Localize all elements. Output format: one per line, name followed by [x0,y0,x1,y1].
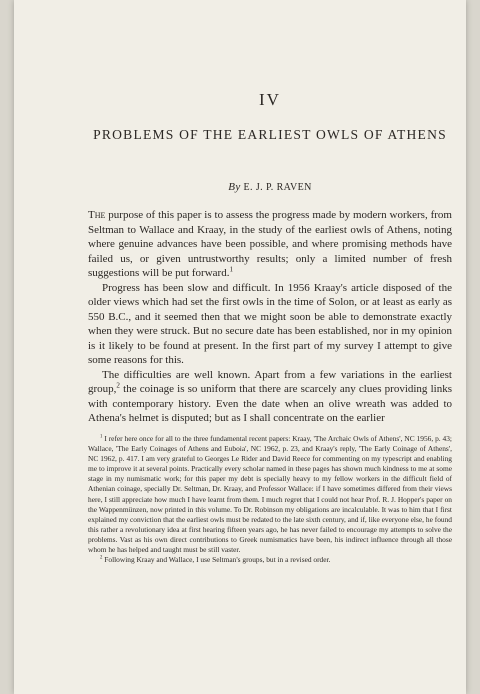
byline-author: E. J. P. RAVEN [243,182,312,193]
footnote-1 [88,434,452,555]
paragraph-text: purpose of this paper is to assess the progress made by modern workers, from Seltman to Wallace and Kraay, in the study of the earliest owls of Athens, noting where genuine advances have been possible, and where promising methods have failed us, or given untrustworthy results; only a limited number of fresh suggestions will be put forward. [88,209,452,279]
chapter-number: IV [259,90,281,109]
paragraph-2 [88,281,452,368]
paragraph-lead: The [88,209,106,221]
book-page [14,0,466,694]
footnotes [88,434,452,565]
footnote-2 [88,555,452,565]
article-title: PROBLEMS OF THE EARLIEST OWLS OF ATHENS [93,127,447,142]
body-text [88,208,452,426]
paragraph-after: the coinage is so uniform that there are scarcely any clues providing links with contemporary history. Even the date when an olive wreath was added to Athena's helmet is disputed; but as I shall concentrate on the earlier [88,383,452,424]
byline [88,181,452,193]
footnote-number: 1 [100,434,103,440]
footnote-ref-2[interactable]: 2 [116,381,120,390]
footnote-number: 2 [100,555,103,561]
footnote-ref-1[interactable]: 1 [229,265,234,274]
paragraph-text: Progress has been slow and difficult. In 1956 Kraay's article disposed of the older views which had set the first owls in the time of Solon, or at least as early as 550 B.C., and it seemed then that we might soon be able to demonstrate exactly when they were struck. But no secure date has been established, nor in my opinion is it likely to be found at present. In the first part of my survey I attempt to give some reasons for this. [88,281,452,366]
paragraph-text: The difficulties are well known. Apart from a few variations in the earliest group, [88,368,452,395]
byline-prefix: By [228,181,241,193]
paragraph-1 [88,208,452,281]
footnote-text: I refer here once for all to the three fundamental recent papers: Kraay, 'The Archaic Owls of Athens', NC 1956, p. 43; Wallace, 'The Early Coinages of Athens and Euboia', NC 1962, p. 23, and Kraay's reply, 'The Early Coinage of Athens', NC 1962, p. 417. I am very grateful to Georges Le Rider and David Reece for commenting on my typescript and enabling me to improve it at several points. Practically every scholar named in these pages has shown much kindness to me at some stage in my numismatic work; for this paper my debt is specially heavy to my fellow workers in the difficult field of Athenian coinage, specially Dr. Seltman, Dr. Kraay, and Professor Wallace: if I have sometimes differed from their views here, I still appreciate how much I have learnt from them. I much regret that I could not hear Prof. R. J. Hopper's paper on the Wappenmünzen, now printed in this volume. To Dr. Robinson my obligations are incalculable. It was to him that I first explained my conviction that the earliest owls must be redated to the late sixth century, and if, like everyone else, he found this rather a revolutionary idea at first hearing fifteen years ago, he has never failed to encourage my attempts to solve the problems. Vast as his own direct contributions to Greek numismatics have been, his indirect influence through all those whom he has helped and taught must be still vaster. [88,434,452,555]
footnote-text: Following Kraay and Wallace, I use Seltman's groups, but in a revised order. [104,555,331,565]
paragraph-3 [88,368,452,426]
